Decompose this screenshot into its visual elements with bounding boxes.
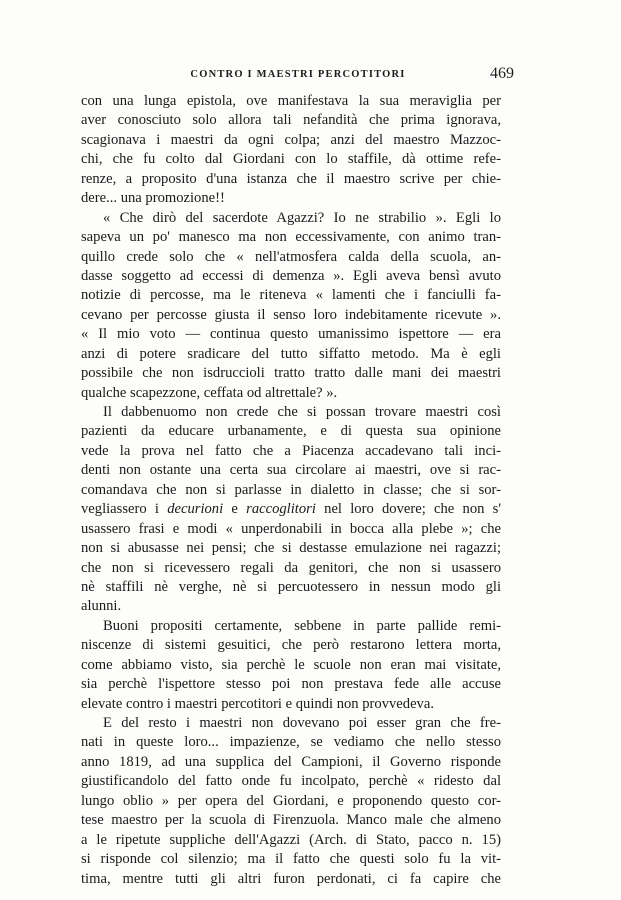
text-line: « Il mio voto — continua questo umanissimo ispettore — era — [81, 326, 501, 343]
body-text — [81, 92, 501, 889]
text-line: a le ripetute suppliche dell'Agazzi (Arch. di Stato, pacco n. 15) — [81, 831, 501, 848]
text-line: tese maestro per la scuola di Firenzuola. Manco male che almeno — [81, 812, 501, 829]
text-line: alunni. — [81, 598, 122, 615]
running-title: CONTRO I MAESTRI PERCOTITORI — [190, 69, 406, 80]
text-line: giustificandolo del fatto onde fu incolpato, perchè « ridesto dal — [81, 773, 501, 790]
text-line: come abbiamo visto, sia perchè le scuole non eran mai visitate, — [81, 656, 501, 673]
text-line: possibile che non isdruccioli tratto tratto dalle mani dei maestri — [81, 365, 501, 382]
text-line: Il dabbenuomo non crede che si possan trovare maestri così — [103, 404, 501, 420]
text-line: dasse soggetto ad eccessi di demenza ». Egli aveva bensì avuto — [81, 267, 501, 284]
text-line: lungo oblio » per opera del Giordani, e proponendo questo cor- — [81, 792, 501, 809]
text-line: niscenze di sistemi gesuitici, che però restarono lettera morta, — [81, 637, 501, 654]
text-line: sapeva un po' manesco ma non eccessivamente, con animo tran- — [81, 229, 501, 246]
text-line: qualche scapezzone, ceffata od altrettale? ». — [81, 384, 338, 401]
text-line: aver conosciuto solo allora tali nefandità che prima ignorava, — [81, 112, 501, 129]
text-line: chi, che fu colto dal Giordani con lo staffile, dà ottime refe- — [81, 151, 501, 168]
text-line: cevano per percosse giusta il senso loro indebitamente ricevute ». — [81, 306, 501, 323]
text-line: elevate contro i maestri percotitori e quindi non provvedeva. — [81, 695, 434, 712]
text-line: dere... una promozione!! — [81, 190, 225, 207]
text-line: vegliassero i decurioni e raccoglitori nel loro dovere; che non s' — [81, 501, 501, 518]
italic-term: decurioni — [167, 501, 224, 518]
text-line: nati in queste loro... impazienze, se vediamo che nello stesso — [81, 734, 501, 751]
text-line: pazienti da educare urbanamente, e di questa sua opinione — [81, 423, 501, 440]
text-line: notizie di percosse, ma le riteneva « lamenti che i fanciulli fa- — [81, 287, 501, 304]
text-line: usassero frasi e modi « unperdonabili in bocca alla plebe »; che — [81, 520, 501, 537]
text-line: denti non ostante una certa sua circolare ai maestri, ove si rac- — [81, 462, 501, 479]
text-line: anzi di potere sradicare del tutto siffatto metodo. Ma è egli — [81, 345, 501, 362]
text-line: con una lunga epistola, ove manifestava la sua meraviglia per — [81, 93, 501, 109]
text-line: quillo crede solo che « nell'atmosfera calda della scuola, an- — [81, 248, 501, 265]
text-line: scagionava i maestri da ogni colpa; anzi del maestro Mazzoc- — [81, 131, 501, 148]
text-line: vede la prova nel fatto che a Piacenza accadevano tali inci- — [81, 442, 501, 459]
text-line: E del resto i maestri non dovevano poi esser gran che fre- — [103, 715, 501, 731]
text-line: anno 1819, ad una supplica del Campioni, il Governo risponde — [81, 753, 501, 770]
text-line: « Che dirò del sacerdote Agazzi? Io ne strabilio ». Egli lo — [103, 209, 501, 226]
text-line: comandava che non si parlasse in dialetto in classe; che si sor- — [81, 481, 501, 498]
running-header — [82, 66, 514, 86]
text-line: sia perchè l'ispettore stesso poi non prestava fede alle accuse — [81, 676, 501, 693]
text-line: tima, mentre tutti gli altri furon perdonati, ci fa capire che — [81, 870, 501, 887]
text-line: nè staffili nè verghe, nè si percuotessero in nessun modo gli — [81, 578, 501, 595]
text-line: non si abusasse nei pensi; che si destasse emulazione nei ragazzi; — [81, 540, 501, 557]
text-line: si risponde col silenzio; ma il fatto che questi solo fu la vit- — [81, 851, 501, 868]
page-number: 469 — [490, 65, 514, 82]
text-line: Buoni propositi certamente, sebbene in parte pallide remi- — [103, 617, 501, 634]
text-line: renze, a proposito d'una istanza che il maestro scrive per chie- — [81, 170, 501, 187]
italic-term: raccoglitori — [246, 501, 316, 518]
text-line: che non si ricevessero regali da genitori, che non si usassero — [81, 559, 501, 576]
